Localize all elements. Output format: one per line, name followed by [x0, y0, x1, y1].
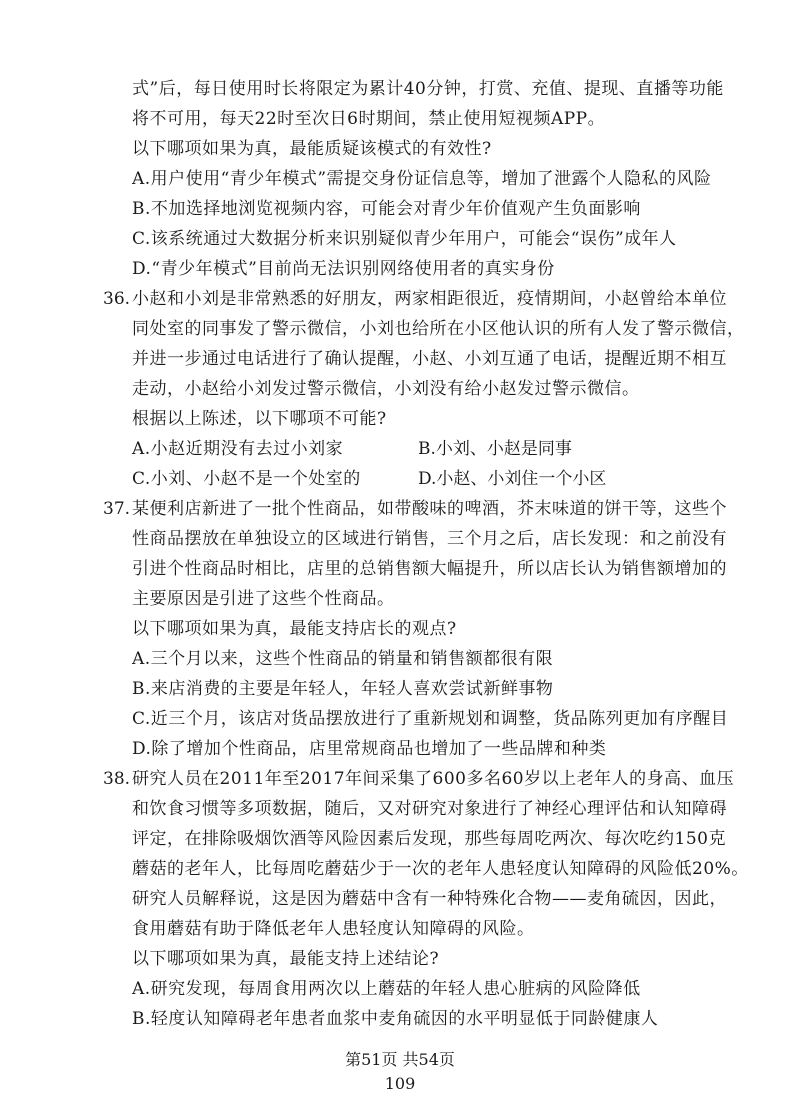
question-37-option-d: D.除了增加个性商品，店里常规商品也增加了一些品牌和种类 [132, 739, 607, 759]
intro-option-d: D.“青少年模式”目前尚无法识别网络使用者的真实身份 [132, 259, 555, 279]
question-38-stem-line: 蘑菇的老年人，比每周吃蘑菇少于一次的老年人患轻度认知障碍的风险低20%。 [132, 859, 749, 879]
question-38-stem-line: 评定，在排除吸烟饮酒等风险因素后发现，那些每周吃两次、每次吃约150克 [132, 829, 726, 849]
question-37-number: 37. [103, 499, 131, 519]
intro-option-b: B.不加选择地浏览视频内容，可能会对青少年价值观产生负面影响 [132, 199, 641, 219]
question-36-option-c: C.小刘、小赵不是一个处室的 [132, 469, 361, 489]
intro-option-a: A.用户使用“青少年模式”需提交身份证信息等，增加了泄露个人隐私的风险 [132, 169, 712, 189]
question-37-prompt: 以下哪项如果为真，最能支持店长的观点? [132, 619, 457, 639]
question-36-stem-line: 同处室的同事发了警示微信，小刘也给所在小区他认识的所有人发了警示微信， [132, 319, 745, 339]
page-info: 第51页 共54页 [345, 1050, 455, 1069]
question-38-stem-line: 和饮食习惯等多项数据，随后，又对研究对象进行了神经心理评估和认知障碍 [132, 799, 727, 819]
question-36-option-b: B.小刘、小赵是同事 [418, 439, 572, 459]
question-38-prompt: 以下哪项如果为真，最能支持上述结论? [132, 949, 440, 969]
question-36-stem-line: 走动，小赵给小刘发过警示微信，小刘没有给小赵发过警示微信。 [132, 379, 640, 399]
question-37-stem-line: 性商品摆放在单独设立的区域进行销售，三个月之后，店长发现：和之前没有 [132, 529, 727, 549]
question-38-option-b: B.轻度认知障碍老年患者血浆中麦角硫因的水平明显低于同龄健康人 [132, 1009, 659, 1029]
question-36-stem-line: 小赵和小刘是非常熟悉的好朋友，两家相距很近，疫情期间，小赵曾给本单位 [132, 289, 727, 309]
question-37-option-b: B.来店消费的主要是年轻人，年轻人喜欢尝试新鲜事物 [132, 679, 554, 699]
question-38-option-a: A.研究发现，每周食用两次以上蘑菇的年轻人患心脏病的风险降低 [132, 979, 641, 999]
question-36-stem-line: 并进一步通过电话进行了确认提醒，小赵、小刘互通了电话，提醒近期不相互 [132, 349, 727, 369]
question-37-stem-line: 引进个性商品时相比，店里的总销售额大幅提升，所以店长认为销售额增加的 [132, 559, 727, 579]
intro-line-2: 将不可用，每天22时至次日6时期间，禁止使用短视频APP。 [132, 109, 606, 129]
question-38-stem-line: 食用蘑菇有助于降低老年人患轻度认知障碍的风险。 [132, 919, 535, 939]
question-38-number: 38. [103, 769, 131, 789]
question-37-option-a: A.三个月以来，这些个性商品的销量和销售额都很有限 [132, 649, 554, 669]
question-36-option-a: A.小赵近期没有去过小刘家 [132, 439, 344, 459]
question-38-stem-line: 研究人员解释说，这是因为蘑菇中含有一种特殊化合物——麦角硫因，因此， [132, 889, 727, 909]
question-37-stem-line: 主要原因是引进了这些个性商品。 [132, 589, 395, 609]
intro-line-1: 式”后，每日使用时长将限定为累计40分钟，打赏、充值、提现、直播等功能 [132, 79, 724, 99]
question-36-prompt: 根据以上陈述，以下哪项不可能? [132, 409, 387, 429]
question-36-number: 36. [103, 289, 131, 309]
intro-option-c: C.该系统通过大数据分析来识别疑似青少年用户，可能会“误伤”成年人 [132, 229, 677, 249]
page-number: 109 [384, 1074, 416, 1093]
question-36-option-d: D.小赵、小刘住一个小区 [418, 469, 607, 489]
intro-prompt: 以下哪项如果为真，最能质疑该模式的有效性? [132, 139, 492, 159]
question-38-stem-line: 研究人员在2011年至2017年间采集了600多名60岁以上老年人的身高、血压 [132, 769, 735, 789]
question-37-option-c: C.近三个月，该店对货品摆放进行了重新规划和调整，货品陈列更加有序醒目 [132, 709, 729, 729]
question-37-stem-line: 某便利店新进了一批个性商品，如带酸味的啤酒，芥末味道的饼干等，这些个 [132, 499, 727, 519]
